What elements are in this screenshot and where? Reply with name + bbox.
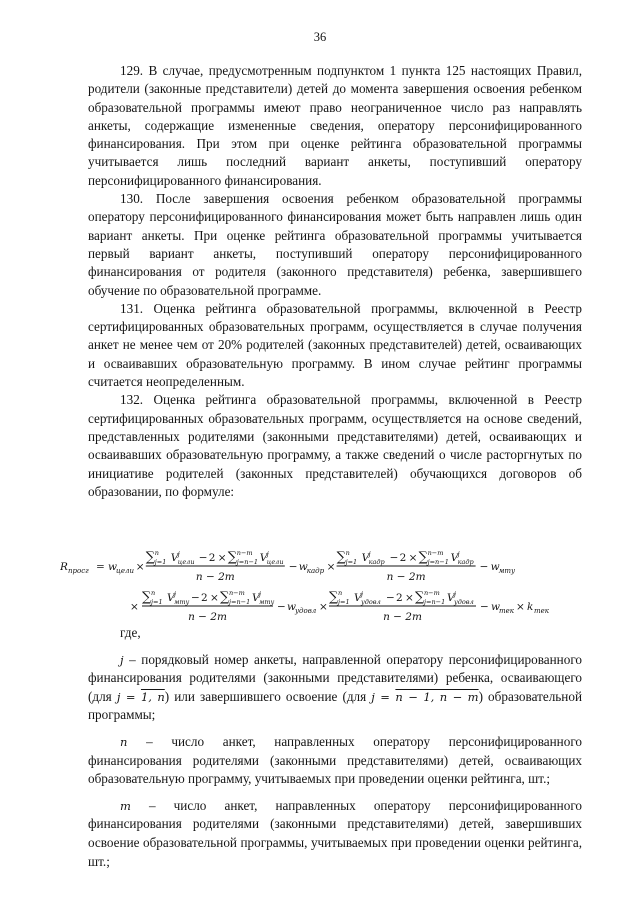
weight-subscript: цели	[116, 567, 134, 575]
sum-upper: n	[151, 589, 156, 597]
variable-subscript: мту	[174, 598, 190, 606]
minus-sign: −	[480, 601, 489, 613]
denominator: n − 2m	[195, 571, 235, 583]
definition-m	[88, 797, 582, 871]
variable-v: V	[170, 552, 179, 564]
sum-upper: n−m	[236, 549, 253, 557]
weight-subscript: мту	[498, 567, 516, 575]
variable-v: V	[252, 592, 260, 604]
variable-subscript: кадр	[457, 558, 474, 566]
coefficient-subscript: тек	[534, 607, 549, 615]
formula-line2-tail	[480, 601, 550, 615]
formula-lhs	[60, 561, 105, 575]
weight-symbol: w	[287, 601, 296, 613]
document-body	[88, 62, 582, 501]
sum-lower: j=n−1	[427, 558, 449, 566]
sum-lower: j=1	[345, 558, 358, 566]
variable-subscript: цели	[266, 558, 284, 566]
symbol-m: m	[120, 798, 131, 813]
sum-symbol: ∑	[227, 550, 238, 565]
times-sign: ×	[516, 601, 525, 613]
paragraph-129: 129. В случае, предусмотренным подпунктом 1 пункта 125 настоящих Правил, родители (законные представители) детей до момента завершения освоения ребенком образовательной программы имеют право неограниченное число раз направлять анкеты, содержащие измененные сведения, оператору персонифицированного финансирования. При этом при оценке рейтинга образовательной программы учитывается лишь последний вариант анкеты, поступивший оператору персонифицированного финансирования.	[88, 63, 582, 188]
range-j-prefix-1: j =	[116, 689, 141, 704]
sum-symbol: ∑	[415, 590, 425, 605]
weight-symbol: w	[298, 561, 308, 573]
sum-upper: n	[338, 589, 343, 597]
rating-formula-svg	[60, 540, 620, 624]
weight-symbol: w	[490, 561, 500, 573]
rating-symbol: R	[60, 561, 68, 573]
sum-upper: n−m	[229, 589, 245, 597]
minus-sign: −	[389, 552, 399, 564]
sum-upper: n−m	[427, 549, 444, 557]
equals-sign: =	[96, 561, 105, 573]
page-number: 36	[313, 30, 327, 44]
minus-sign: −	[198, 552, 208, 564]
sum-lower: j=1	[338, 598, 350, 606]
minus-sign: −	[191, 592, 200, 604]
range-j-prefix-2: j =	[371, 689, 396, 704]
times-sign: ×	[326, 561, 336, 573]
definition-n	[88, 733, 582, 789]
denominator: n − 2m	[386, 571, 426, 583]
times-sign: ×	[135, 561, 145, 573]
minus-sign: −	[386, 592, 395, 604]
variable-v: V	[450, 552, 459, 564]
paragraph-132: 132. Оценка рейтинга образовательной программы, включенной в Реестр сертифицированных образовательных программ, осуществляется на основе сведений, представленных родителями (законными представителями) детей, осваивающих и осваивавших образовательную программу, а также сведений о числе расторгнутых по инициативе родителей (законных представителей) обучающихся договоров об образовании, по формуле:	[88, 392, 582, 499]
sum-symbol: ∑	[329, 590, 339, 605]
variable-superscript: j	[177, 550, 180, 558]
variable-v: V	[354, 592, 362, 604]
variable-subscript: кадр	[368, 558, 385, 566]
variable-superscript: j	[457, 550, 460, 558]
sum-symbol: ∑	[220, 590, 230, 605]
variable-subscript: мту	[259, 598, 275, 606]
sum-lower: j=1	[151, 598, 163, 606]
sum-symbol: ∑	[336, 550, 346, 565]
variable-v: V	[259, 552, 268, 564]
times-sign: ×	[405, 592, 414, 604]
rating-subscript: просг	[68, 567, 89, 575]
sum-upper: n	[345, 549, 350, 557]
times-sign: ×	[130, 601, 139, 613]
definition-n-text: – число анкет, направленных оператору персонифицированного финансирования родителями (законными представителями) детей, осваивающих образовательную программу, учитываемых при проведении оценки рейтинга, шт.;	[88, 733, 582, 787]
coefficient: 2	[396, 592, 403, 604]
symbol-n: n	[120, 734, 128, 749]
paragraph-130: 130. После завершения освоения ребенком образовательной программы оператору персонифицированного финансирования может быть направлен лишь один вариант анкеты. При оценке рейтинга образовательной программы учитывается первый вариант анкеты, поступивший оператору персонифицированного финансирования от родителя (законного представителя) ребенка, завершившего обучение по образовательной программе.	[88, 191, 582, 298]
times-sign: ×	[408, 552, 418, 564]
variable-v: V	[167, 592, 175, 604]
rating-formula	[60, 540, 620, 624]
definition-m-text: – число анкет, направленных оператору персонифицированного финансирования родителями (законными представителями) детей, завершивших освоение образовательной программы, учитываемых при проведении оценки рейтинга, шт.;	[88, 797, 582, 869]
sum-upper: n	[154, 549, 159, 557]
sum-upper: n−m	[424, 589, 440, 597]
variable-v: V	[447, 592, 455, 604]
times-sign: ×	[319, 601, 328, 613]
sum-lower: j=1	[154, 558, 167, 566]
definition-j-text-1: – порядковый номер анкеты, направленной оператору персонифицированного финансирования родителями (законными представителями) ребенка, осваивающего (для	[88, 651, 582, 704]
coefficient: 2	[399, 552, 407, 564]
minus-sign: −	[288, 561, 298, 573]
sum-lower: j=n−1	[229, 598, 251, 606]
variable-superscript: j	[174, 590, 177, 598]
weight-symbol: w	[491, 601, 500, 613]
denominator: n − 2m	[383, 611, 422, 623]
paragraph-131: 131. Оценка рейтинга образовательной программы, включенной в Реестр сертифицированных образовательных программ, осуществляется в случае получения анкет не менее чем от 20% родителей (законных представителей) детей, осваивающих и осваивавших образовательную программу. В ином случае рейтинг программы считается неопределенным.	[88, 300, 582, 390]
formula-definitions	[88, 624, 582, 871]
coefficient: 2	[201, 592, 208, 604]
where-label: где,	[120, 625, 141, 640]
variable-subscript: удовл	[454, 598, 474, 606]
definition-j-text-2: ) или завершившего освоение (для	[164, 688, 372, 704]
times-sign: ×	[217, 552, 227, 564]
variable-superscript: j	[266, 550, 269, 558]
times-sign: ×	[210, 592, 219, 604]
sum-lower: j=n−1	[236, 558, 259, 566]
coefficient: 2	[208, 552, 216, 564]
weight-symbol: w	[108, 561, 117, 573]
sum-symbol: ∑	[142, 590, 152, 605]
variable-subscript: цели	[177, 558, 195, 566]
weight-subscript: удовл	[295, 607, 317, 615]
sum-lower: j=n−1	[424, 598, 446, 606]
variable-v: V	[361, 552, 370, 564]
sum-symbol: ∑	[145, 550, 156, 565]
range-j-overline-1: 1, n	[140, 689, 165, 704]
minus-sign: −	[277, 601, 286, 613]
variable-superscript: j	[259, 590, 262, 598]
weight-subscript: тек	[499, 607, 514, 615]
variable-superscript: j	[361, 590, 364, 598]
weight-subscript: кадр	[306, 567, 325, 575]
definition-j	[88, 651, 582, 725]
variable-subscript: удовл	[361, 598, 381, 606]
definition-j-text-3: ) образовательной программы;	[88, 688, 583, 723]
variable-superscript: j	[454, 590, 457, 598]
range-j-overline-2: n − 1, n − m	[395, 689, 479, 704]
formula-line1-tail	[480, 561, 516, 575]
minus-sign: −	[479, 561, 489, 573]
variable-superscript: j	[368, 550, 371, 558]
denominator: n − 2m	[188, 611, 227, 623]
coefficient-symbol: k	[527, 601, 534, 613]
symbol-j: j	[120, 652, 124, 667]
sum-symbol: ∑	[418, 550, 428, 565]
